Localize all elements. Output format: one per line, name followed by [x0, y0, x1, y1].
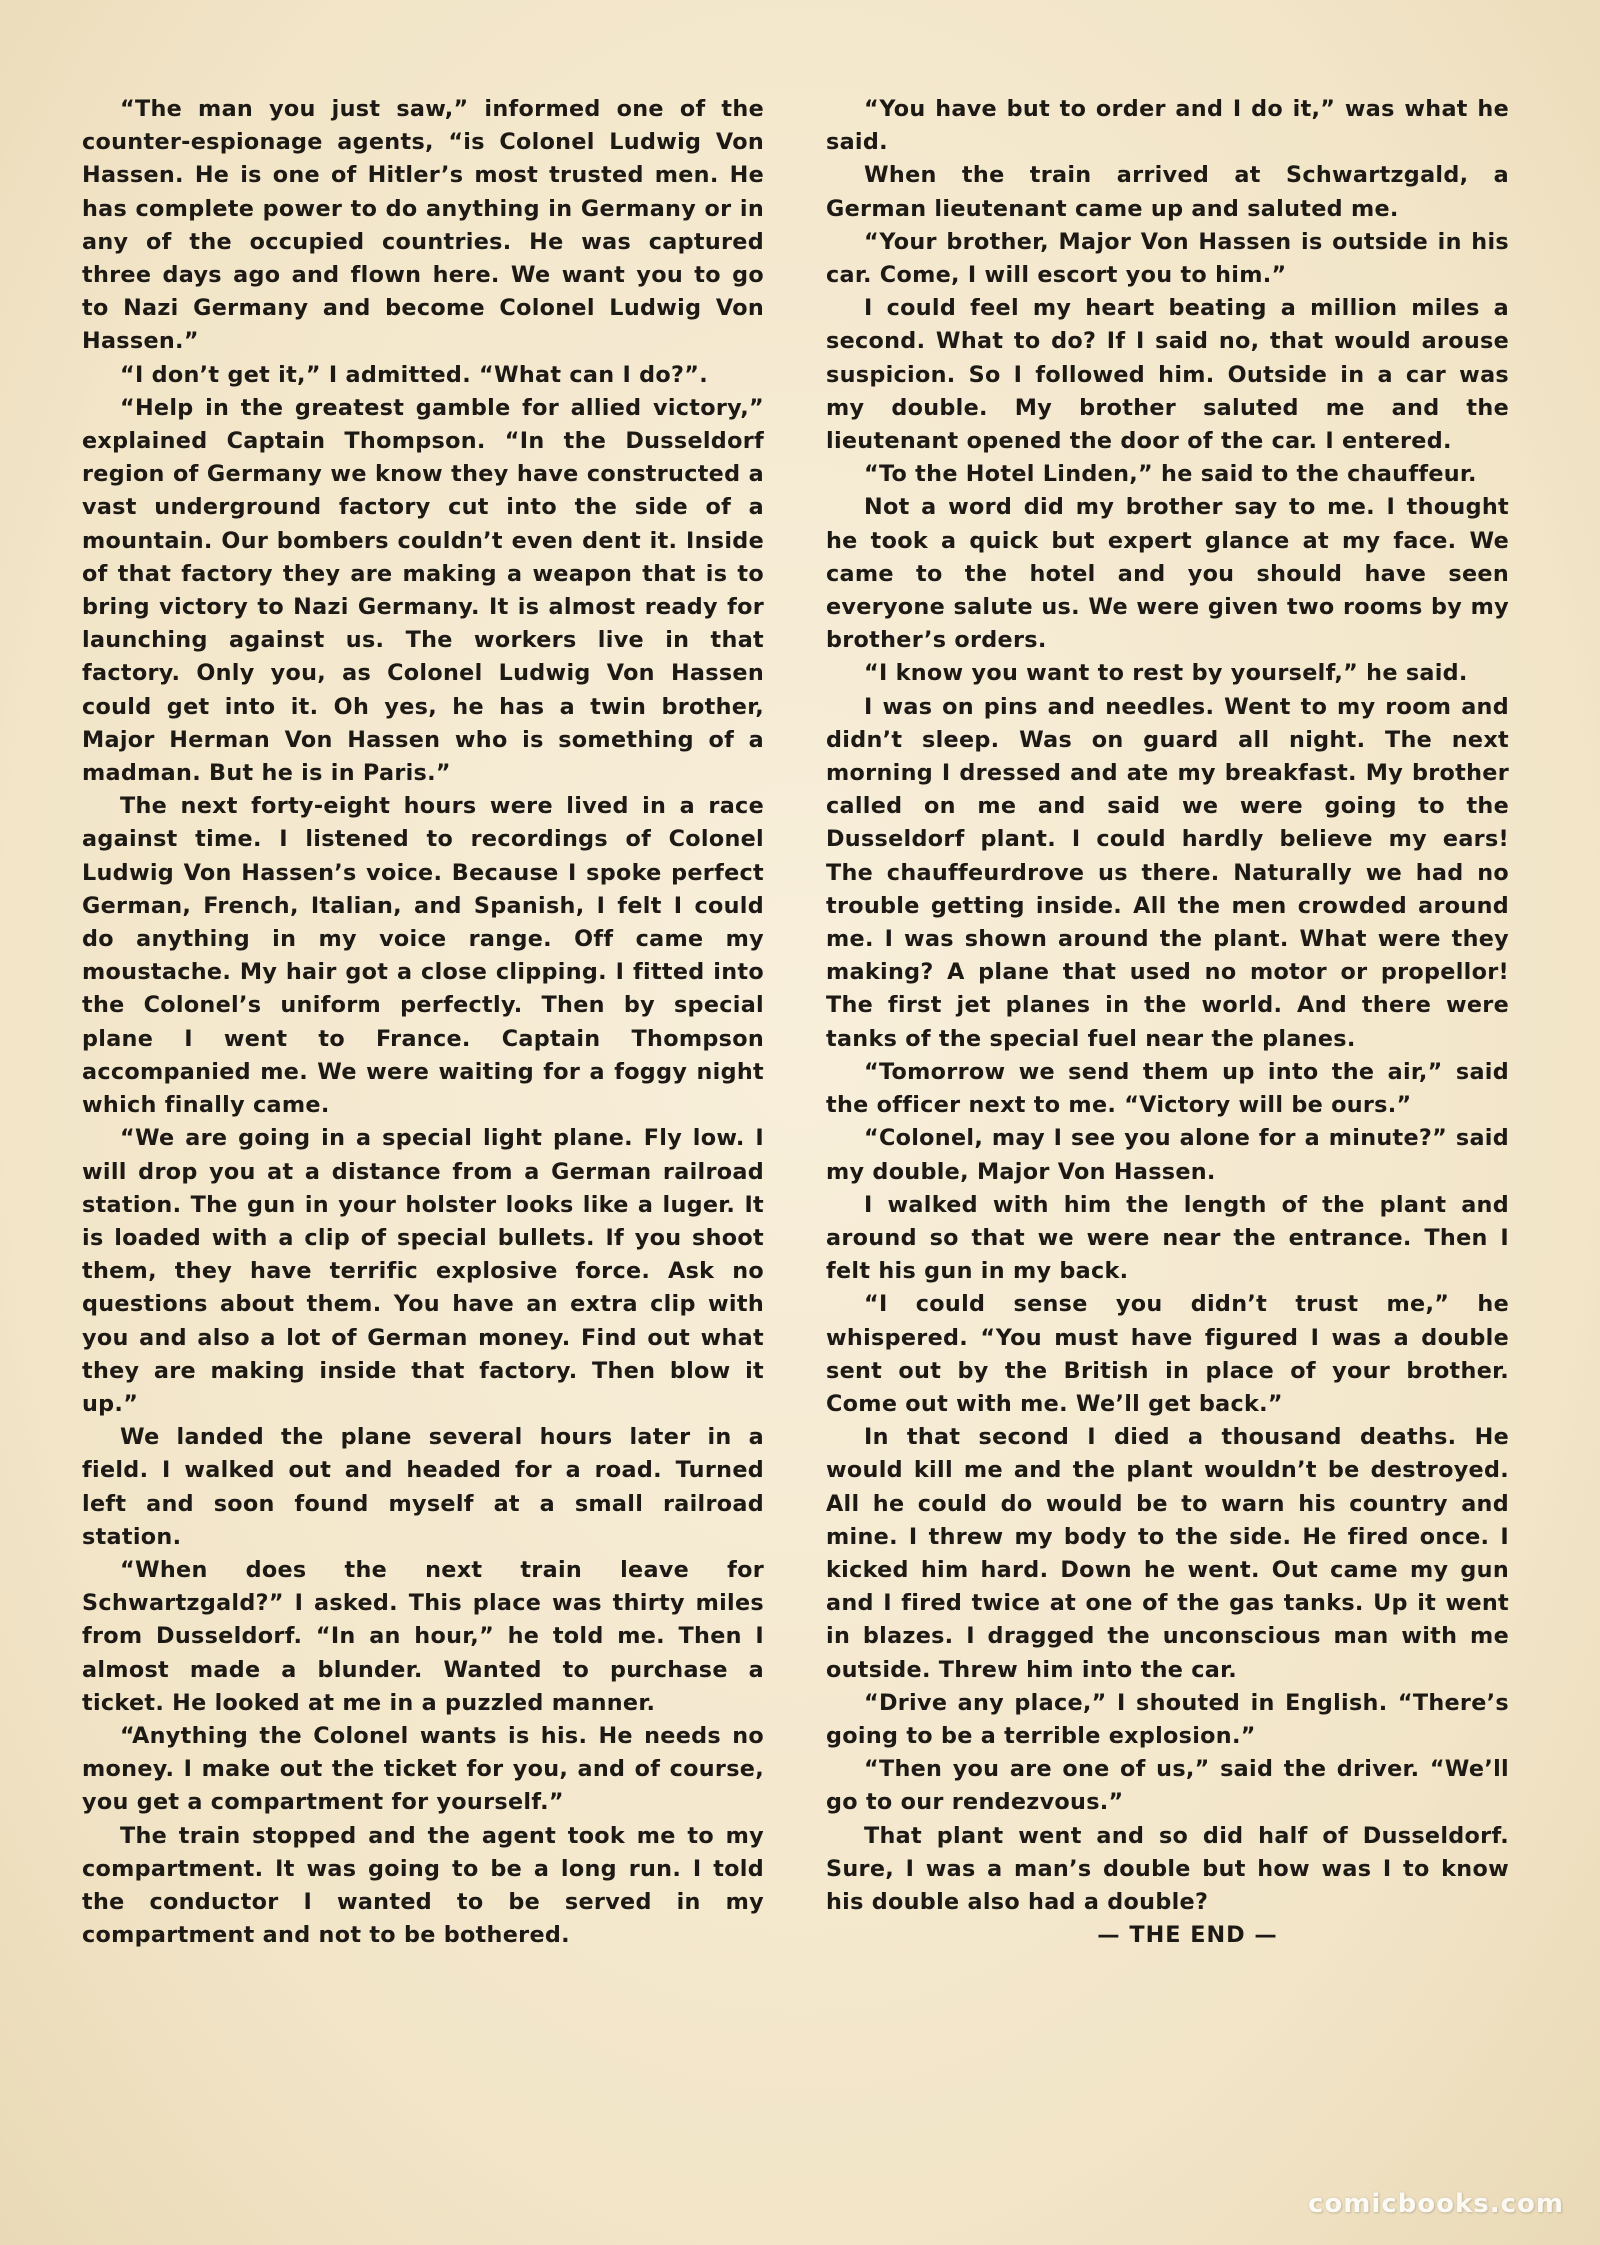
- paragraph: “Colonel, may I see you alone for a minute?” said my double, Major Von Hassen.: [826, 1125, 1509, 1185]
- paragraph: “We are going in a special light plane. Fly low. I will drop you at a distance from a German railroad station. The gun in your holster looks like a luger. It is loaded with a clip of special bullets. If you shoot them, they have terrific explosive force. Ask no questions about them. You have an extra clip with you and also a lot of German money. Find out what they are making inside that factory. Then blow it up.”: [82, 1125, 764, 1417]
- paragraph: In that second I died a thousand deaths. He would kill me and the plant wouldn’t be destroyed. All he could do would be to warn his country and mine. I threw my body to the side. He fired once. I kicked him hard. Down he went. Out came my gun and I fired twice at one of the gas tanks. Up it went in blazes. I dragged the unconscious man with me outside. Threw him into the car.: [826, 1424, 1509, 1683]
- left-text-column: [82, 93, 764, 1952]
- paragraph: “Your brother, Major Von Hassen is outside in his car. Come, I will escort you to him.”: [826, 228, 1509, 289]
- paragraph: “Anything the Colonel wants is his. He needs no money. I make out the ticket for you, and of course, you get a compartment for yourself.”: [82, 1722, 764, 1816]
- paragraph: I was on pins and needles. Went to my room and didn’t sleep. Was on guard all night. The next morning I dressed and ate my breakfast. My brother called on me and said we were going to the Dusseldorf plant. I could hardly believe my ears! The chauffeurdrove us there. Naturally we had no trouble getting inside. All the men crowded around me. I was shown around the plant. What were they making? A plane that used no motor or propellor! The first jet planes in the world. And there were tanks of the special fuel near the planes.: [826, 693, 1509, 1052]
- paragraph: “You have but to order and I do it,” was what he said.: [826, 96, 1509, 156]
- paragraph: “I could sense you didn’t trust me,” he whispered. “You must have figured I was a double sent out by the British in place of your brother. Come out with me. We’ll get back.”: [826, 1291, 1509, 1417]
- paragraph: “The man you just saw,” informed one of the counter-espionage agents, “is Colonel Ludwig Von Hassen. He is one of Hitler’s most trusted men. He has complete power to do anything in Germany or in any of the occupied countries. He was captured three days ago and flown here. We want you to go to Nazi Germany and become Colonel Ludwig Von Hassen.”: [82, 96, 764, 355]
- paragraph: The next forty-eight hours were lived in a race against time. I listened to recordings of Colonel Ludwig Von Hassen’s voice. Because I spoke perfect German, French, Italian, and Spanish, I felt I could do anything in my voice range. Off came my moustache. My hair got a close clipping. I fitted into the Colonel’s uniform perfectly. Then by special plane I went to France. Captain Thompson accompanied me. We were waiting for a foggy night which finally came.: [82, 793, 764, 1119]
- paragraph: I walked with him the length of the plant and around so that we were near the entrance. Then I felt his gun in my back.: [826, 1191, 1509, 1285]
- paragraph: We landed the plane several hours later in a field. I walked out and headed for a road. Turned left and soon found myself at a small railroad station.: [82, 1424, 764, 1550]
- paragraph: “When does the next train leave for Schwartzgald?” I asked. This place was thirty miles from Dusseldorf. “In an hour,” he told me. Then I almost made a blunder. Wanted to purchase a ticket. He looked at me in a puzzled manner.: [82, 1556, 764, 1716]
- paragraph: “Help in the greatest gamble for allied victory,” explained Captain Thompson. “In the Dusseldorf region of Germany we know they have constructed a vast underground factory cut into the side of a mountain. Our bombers couldn’t even dent it. Inside of that factory they are making a weapon that is to bring victory to Nazi Germany. It is almost ready for launching against us. The workers live in that factory. Only you, as Colonel Ludwig Von Hassen could get into it. Oh yes, he has a twin brother, Major Herman Von Hassen who is something of a madman. But he is in Paris.”: [82, 394, 764, 787]
- paragraph: “Then you are one of us,” said the driver. “We’ll go to our rendezvous.”: [826, 1756, 1509, 1816]
- paragraph: I could feel my heart beating a million miles a second. What to do? If I said no, that would arouse suspicion. So I followed him. Outside in a car was my double. My brother saluted me and the lieutenant opened the door of the car. I entered.: [826, 295, 1509, 455]
- paragraph: “I know you want to rest by yourself,” he said.: [864, 660, 1468, 687]
- the-end-marker: — THE END —: [1097, 1922, 1278, 1949]
- site-watermark: comicbooks.com: [1307, 2189, 1564, 2219]
- paragraph: “To the Hotel Linden,” he said to the chauffeur.: [864, 461, 1477, 488]
- paragraph: The train stopped and the agent took me to my compartment. It was going to be a long run. I told the conductor I wanted to be served in my compartment and not to be bothered.: [82, 1822, 764, 1949]
- paragraph: Not a word did my brother say to me. I thought he took a quick but expert glance at my face. We came to the hotel and you should have seen everyone salute us. We were given two rooms by my brother’s orders.: [826, 494, 1509, 654]
- paragraph: When the train arrived at Schwartzgald, a German lieutenant came up and saluted me.: [826, 162, 1509, 222]
- paragraph: “Tomorrow we send them up into the air,” said the officer next to me. “Victory will be ours.”: [826, 1058, 1509, 1119]
- paragraph: “I don’t get it,” I admitted. “What can I do?”.: [120, 361, 709, 388]
- right-text-column: [826, 93, 1509, 1952]
- paragraph: “Drive any place,” I shouted in English. “There’s going to be a terrible explosion.”: [826, 1689, 1509, 1749]
- paragraph: That plant went and so did half of Dusseldorf. Sure, I was a man’s double but how was I to know his double also had a double?: [826, 1822, 1509, 1915]
